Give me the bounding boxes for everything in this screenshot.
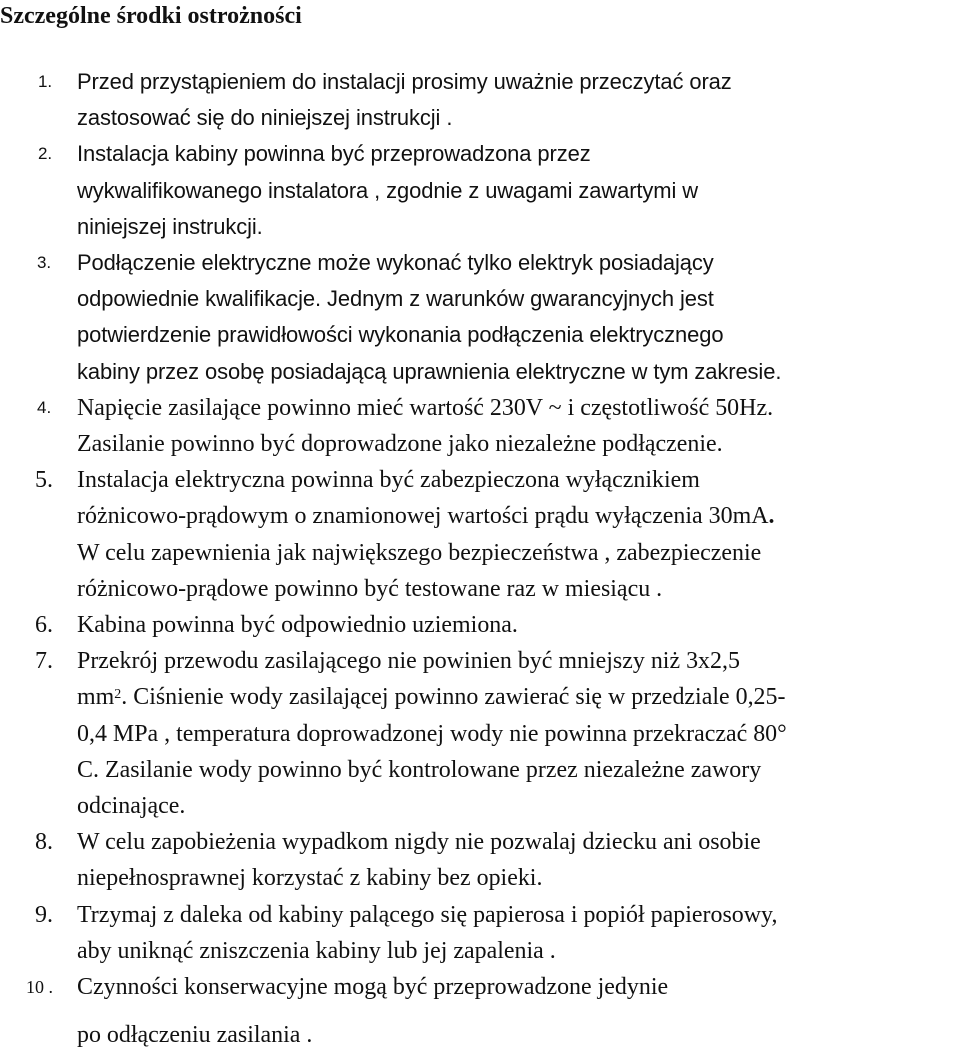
item-text-line: Napięcie zasilające powinno mieć wartość 230V ~ i częstotliwość 50Hz. <box>77 394 774 421</box>
list-item <box>0 897 960 969</box>
item-text-line: wykwalifikowanego instalatora , zgodnie z uwagami zawartymi w <box>77 177 698 203</box>
item-text-line: Zasilanie powinno być doprowadzone jako niezależne podłączenie. <box>77 431 723 458</box>
item-number: 7. <box>35 648 53 675</box>
item-text-line: Instalacja elektryczna powinna być zabezpieczona wyłącznikiem <box>77 467 700 494</box>
item-number: 1. <box>38 72 52 91</box>
item-text-line: różnicowo-prądowe powinno być testowane raz w miesiącu . <box>77 575 663 602</box>
item-text-line: W celu zapewnienia jak największego bezpieczeństwa , zabezpieczenie <box>77 539 762 566</box>
list-item <box>0 64 960 136</box>
list-item <box>0 136 960 245</box>
precautions-list <box>0 64 960 1053</box>
superscript: 2 <box>114 687 122 703</box>
item-number: 5. <box>35 467 53 494</box>
item-text-line: potwierdzenie prawidłowości wykonania podłączenia elektrycznego <box>77 322 724 348</box>
item-number: 10 . <box>26 977 53 998</box>
item-text-line: Trzymaj z daleka od kabiny palącego się papierosa i popiół papierosowy, <box>77 901 778 928</box>
item-text-line: C. Zasilanie wody powinno być kontrolowane przez niezależne zawory <box>77 756 762 783</box>
item-text-line: odcinające. <box>77 793 186 820</box>
item-text-line: W celu zapobieżenia wypadkom nigdy nie pozwalaj dziecku ani osobie <box>77 829 761 856</box>
item-text-fragment: . Ciśnienie wody zasilającej powinno zawierać się w przedziale 0,25- <box>121 684 786 711</box>
item-text-line: odpowiednie kwalifikacje. Jednym z warunków gwarancyjnych jest <box>77 286 714 312</box>
item-text-line: niniejszej instrukcji. <box>77 213 263 239</box>
item-text-bold-fragment: . <box>768 503 775 530</box>
item-text-line: po odłączeniu zasilania . <box>77 1022 313 1049</box>
list-item <box>0 643 960 824</box>
list-item <box>0 969 960 1053</box>
item-text-line: aby uniknąć zniszczenia kabiny lub jej zapalenia . <box>77 937 556 964</box>
item-number: 3. <box>37 253 51 273</box>
item-text-line: kabiny przez osobę posiadającą uprawnienia elektryczne w tym zakresie. <box>77 358 782 384</box>
list-item <box>0 607 960 643</box>
item-text-line: Przekrój przewodu zasilającego nie powinien być mniejszy niż 3x2,5 <box>77 648 740 675</box>
item-text-line: Czynności konserwacyjne mogą być przeprowadzone jedynie <box>77 974 669 1001</box>
page-title: Szczególne środki ostrożności <box>0 3 302 29</box>
item-number: 4. <box>37 397 52 417</box>
item-number: 8. <box>35 829 53 856</box>
list-item <box>0 245 960 390</box>
list-item <box>0 462 960 607</box>
item-number: 9. <box>35 901 53 928</box>
list-item <box>0 390 960 462</box>
item-text-fragment: mm <box>77 684 115 711</box>
item-text-line: Przed przystąpieniem do instalacji prosimy uważnie przeczytać oraz <box>77 69 732 94</box>
item-text-line: zastosować się do niniejszej instrukcji . <box>77 105 453 131</box>
item-text-line: Kabina powinna być odpowiednio uziemiona. <box>77 612 518 639</box>
item-text-line: Instalacja kabiny powinna być przeprowadzona przez <box>77 141 591 167</box>
item-number: 2. <box>38 144 52 164</box>
item-text-line <box>77 679 958 715</box>
item-text-fragment: różnicowo-prądowym o znamionowej wartości prądu wyłączenia 30mA <box>77 503 769 530</box>
item-text-line: Podłączenie elektryczne może wykonać tylko elektryk posiadający <box>77 250 714 276</box>
list-item <box>0 824 960 896</box>
item-text-line <box>77 498 958 534</box>
item-text-line: niepełnosprawnej korzystać z kabiny bez opieki. <box>77 865 543 892</box>
item-number: 6. <box>35 612 53 639</box>
item-text-line: 0,4 MPa , temperatura doprowadzonej wody nie powinna przekraczać 80° <box>77 720 787 747</box>
